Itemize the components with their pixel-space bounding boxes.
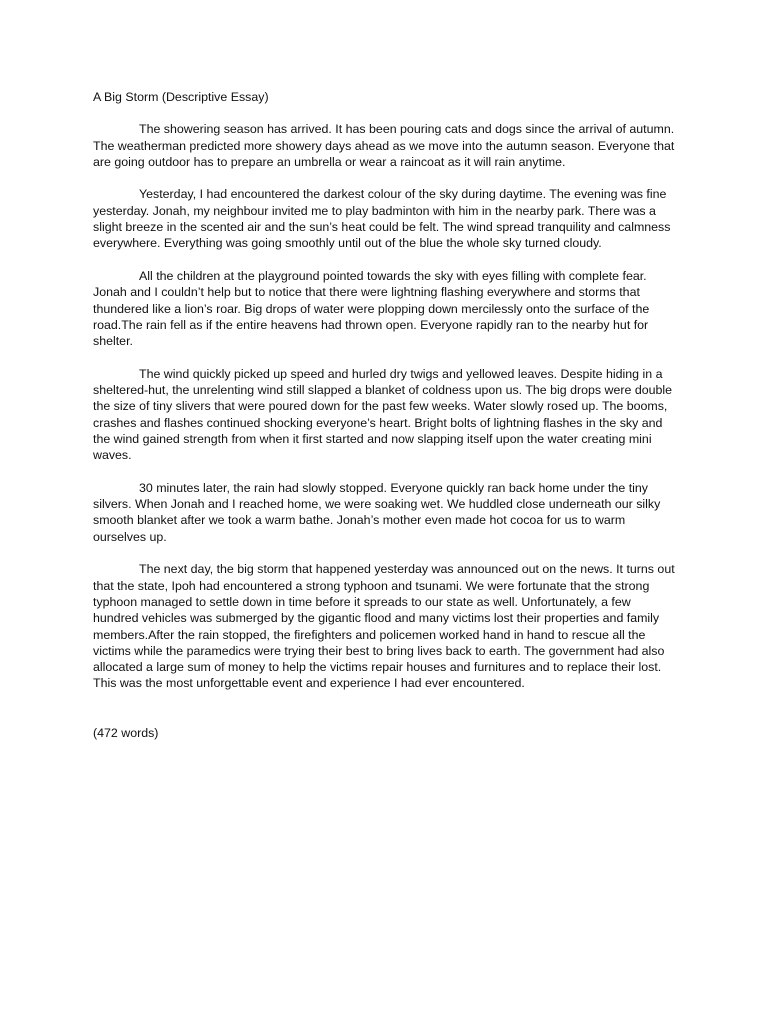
essay-paragraph-6: The next day, the big storm that happened yesterday was announced out on the news. It turns out that the state, Ipoh had encountered a strong typhoon and tsunami. We were fortunate that the strong typhoon managed to settle down in time before it spreads to our state as well. Unfortunately, a few hundred vehicles was submerged by the gigantic flood and many victims lost their properties and family members.After the rain stopped, the firefighters and policemen worked hand in hand to rescue all the victims while the paramedics were trying their best to bring lives back to earth. The government had also allocated a large sum of money to help the victims repair houses and furnitures and to replace their lost. This was the most unforgettable event and experience I had ever encountered. [93, 562, 675, 691]
essay-paragraph-3: All the children at the playground pointed towards the sky with eyes filling with complete fear. Jonah and I couldn’t help but to notice that there were lightning flashing everywhere and storms that thundered like a lion’s roar. Big drops of water were plopping down mercilessly onto the surface of the road.The rain fell as if the entire heavens had thrown open. Everyone rapidly ran to the nearby hut for shelter. [93, 268, 650, 349]
essay-paragraph-2: Yesterday, I had encountered the darkest colour of the sky during daytime. The evening was fine yesterday. Jonah, my neighbour invited me to play badminton with him in the nearby park. There was a slight breeze in the scented air and the sun’s heat could be felt. The wind spread tranquility and calmness everywhere. Everything was going smoothly until out of the blue the whole sky turned cloudy. [93, 187, 671, 251]
essay-body [93, 89, 679, 741]
essay-paragraph-5: 30 minutes later, the rain had slowly stopped. Everyone quickly ran back home under the tiny silvers. When Jonah and I reached home, we were soaking wet. We huddled close underneath our silky smooth blanket after we took a warm bathe. Jonah’s mother even made hot cocoa for us to warm ourselves up. [93, 480, 661, 544]
essay-paragraph-4: The wind quickly picked up speed and hurled dry twigs and yellowed leaves. Despite hiding in a sheltered-hut, the unrelenting wind still slapped a blanket of coldness upon us. The big drops were double the size of tiny slivers that were poured down for the past few weeks. Water slowly rosed up. The booms, crashes and flashes continued shocking everyone’s heart. Bright bolts of lightning flashes in the sky and the wind gained strength from when it first started and now slapping itself upon the water creating mini waves. [93, 366, 673, 463]
word-count: (472 words) [93, 725, 159, 740]
essay-paragraph-1: The showering season has arrived. It has been pouring cats and dogs since the arrival of autumn. The weatherman predicted more showery days ahead as we move into the autumn season. Everyone that are going outdoor has to prepare an umbrella or wear a raincoat as it will rain anytime. [93, 122, 675, 169]
essay-title: A Big Storm (Descriptive Essay) [93, 90, 269, 104]
